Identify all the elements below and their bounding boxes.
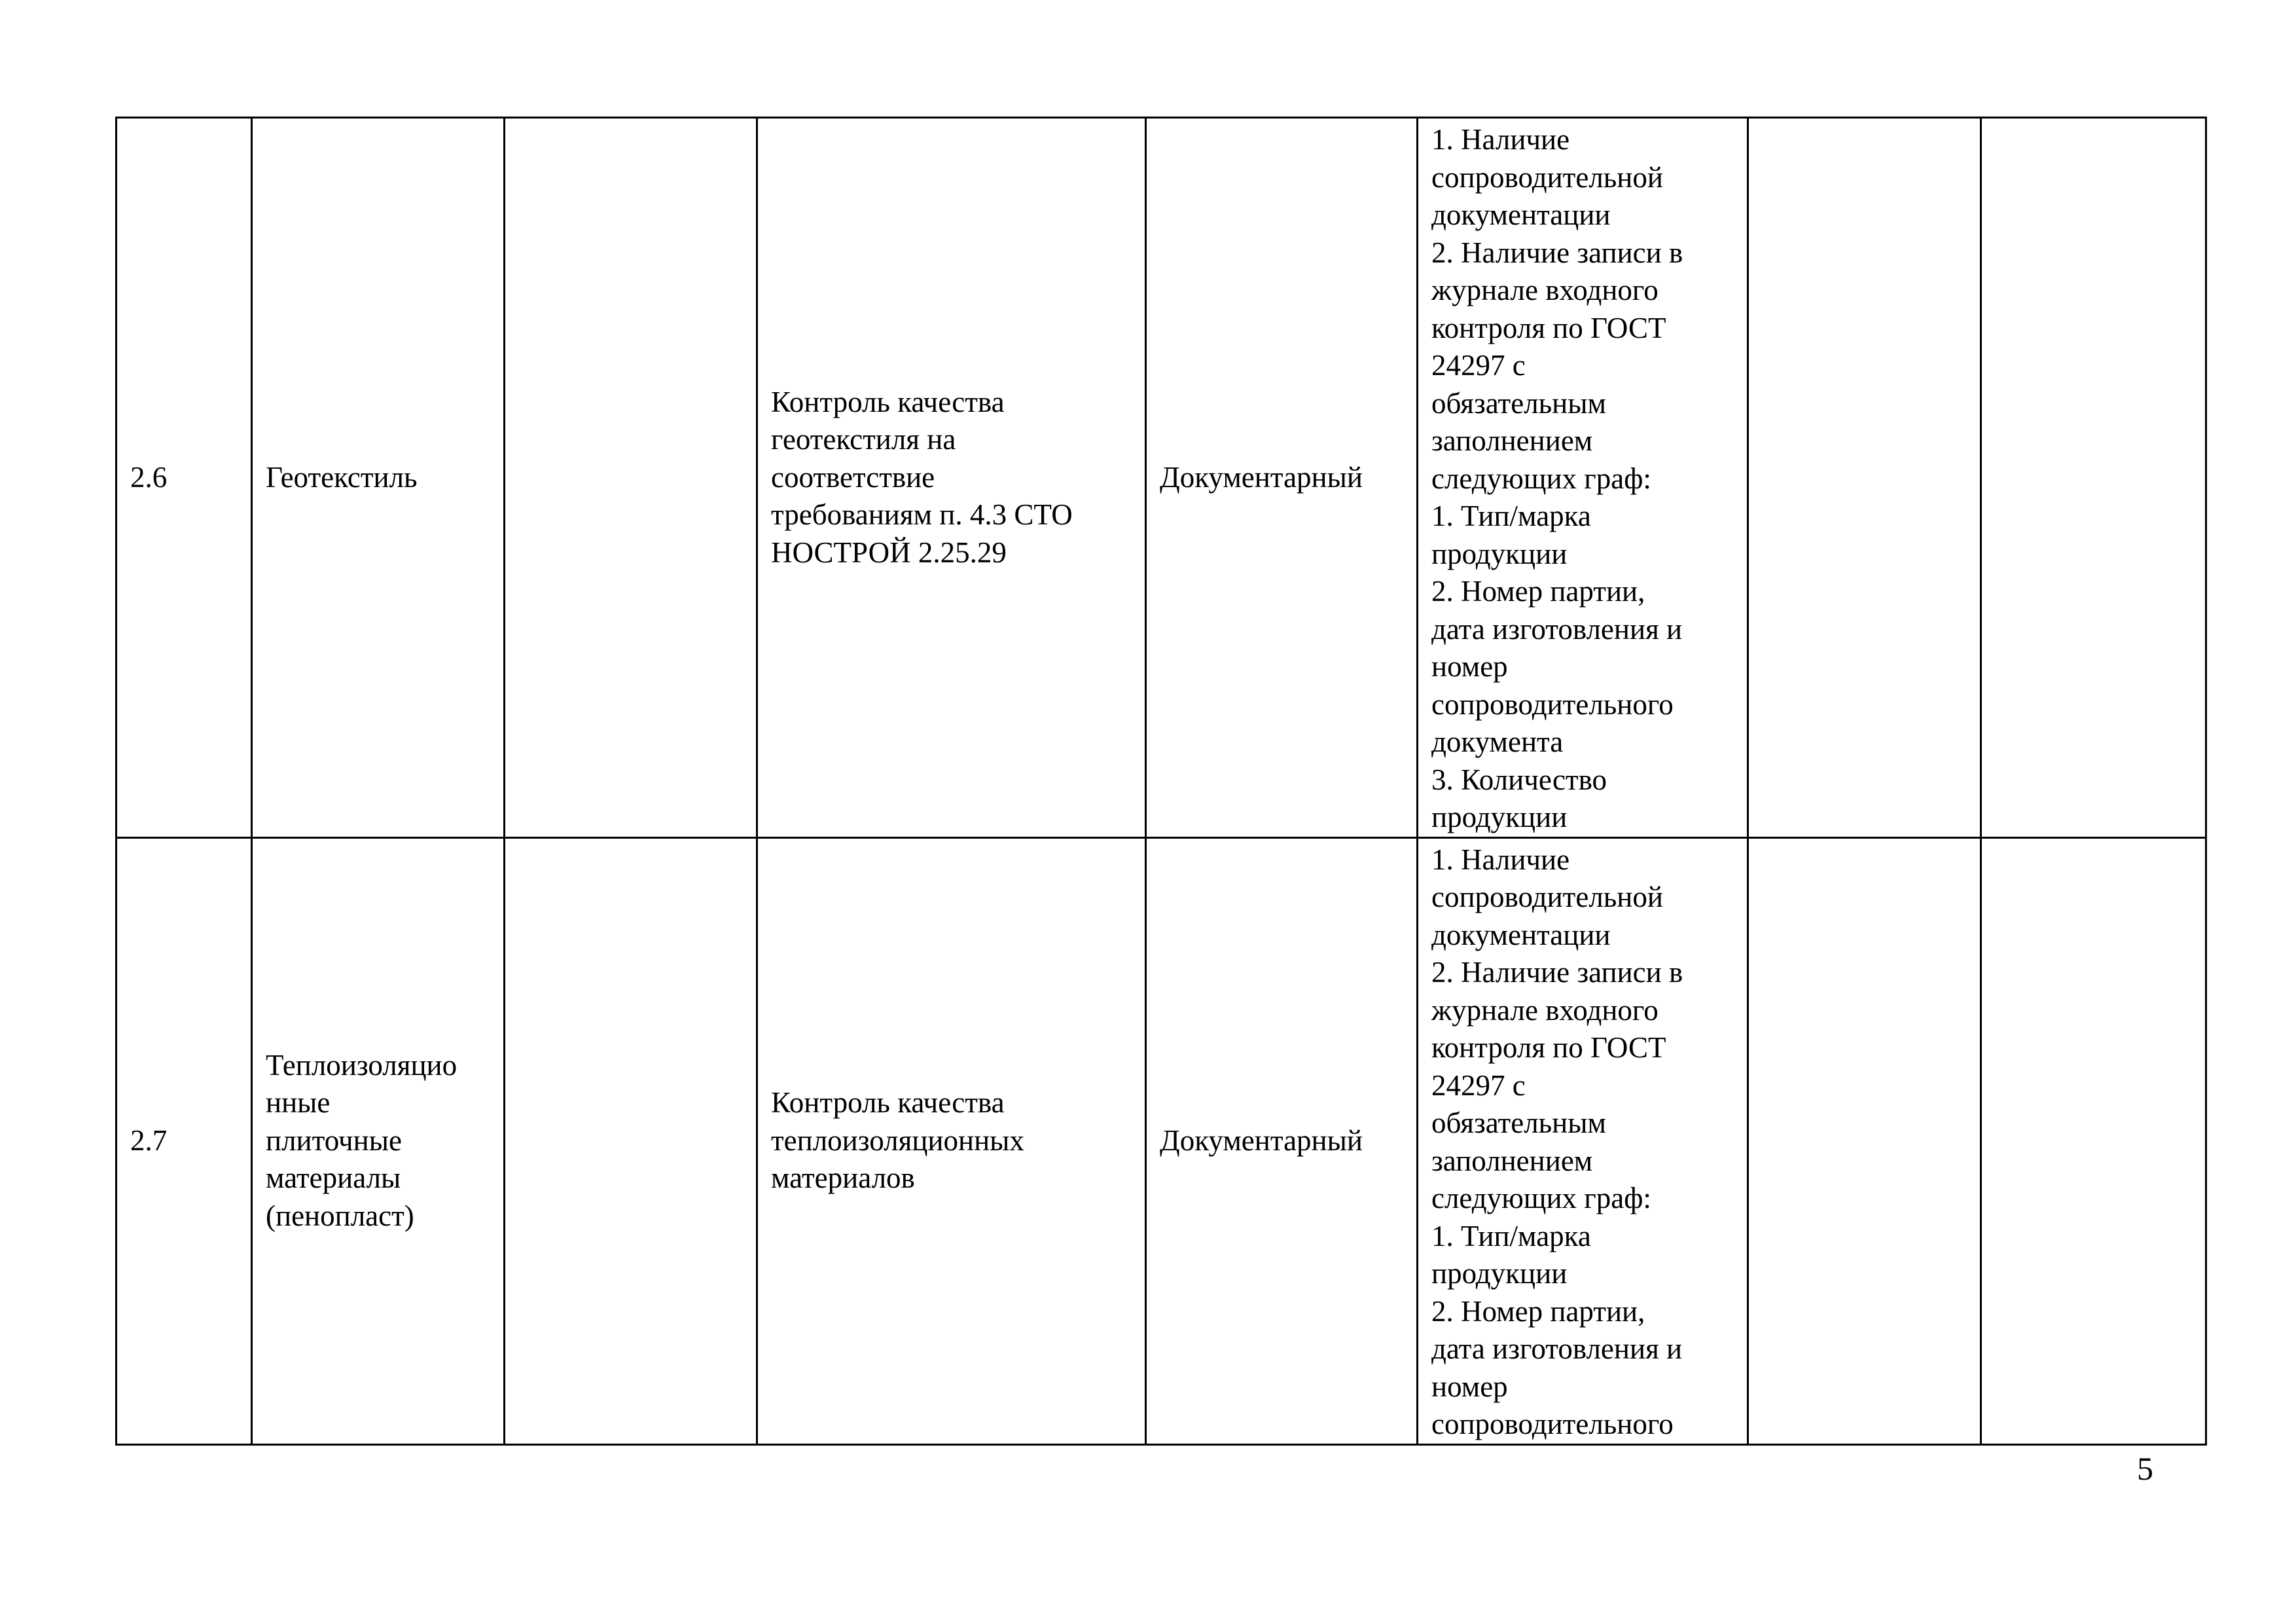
requirement-line: номер bbox=[1431, 650, 1508, 683]
control-description: Контроль качества теплоизоляционных материалов bbox=[771, 1086, 1024, 1195]
requirement-line: обязательным bbox=[1431, 386, 1606, 420]
requirement-line: дата изготовления и bbox=[1431, 612, 1683, 646]
table-row bbox=[117, 837, 2206, 1444]
inspection-table bbox=[115, 117, 2207, 1446]
requirement-line: журнале входного bbox=[1431, 993, 1659, 1027]
requirement-line: 1. Наличие bbox=[1431, 843, 1570, 876]
empty-cell bbox=[1981, 837, 2206, 1444]
requirement-line: обязательным bbox=[1431, 1106, 1606, 1139]
requirement-line: документа bbox=[1431, 725, 1564, 758]
requirement-line: 2. Номер партии, bbox=[1431, 575, 1645, 608]
requirement-line: следующих граф: bbox=[1431, 462, 1651, 495]
requirement-line: 3. Количество bbox=[1431, 763, 1607, 796]
empty-cell bbox=[1748, 118, 1981, 838]
item-number-cell bbox=[117, 118, 252, 838]
requirement-line: документации bbox=[1431, 198, 1611, 231]
requirement-line: контроля по ГОСТ bbox=[1431, 1031, 1666, 1064]
requirement-line: 1. Тип/марка bbox=[1431, 500, 1591, 532]
requirement-line: продукции bbox=[1431, 801, 1568, 833]
item-number: 2.7 bbox=[130, 1123, 168, 1157]
requirements-cell bbox=[1418, 118, 1748, 838]
material-name: Теплоизоляцио нные плиточные материалы (пенопласт) bbox=[266, 1048, 457, 1232]
requirement-line: заполнением bbox=[1431, 424, 1593, 457]
control-method: Документарный bbox=[1160, 460, 1363, 494]
requirement-line: 1. Тип/марка bbox=[1431, 1219, 1591, 1252]
requirement-line: сопроводительного bbox=[1431, 687, 1674, 721]
requirement-line: 2. Наличие записи в bbox=[1431, 956, 1683, 989]
requirement-line: контроля по ГОСТ bbox=[1431, 311, 1666, 344]
requirements-cell bbox=[1418, 837, 1748, 1444]
requirement-line: продукции bbox=[1431, 1257, 1568, 1290]
control-description: Контроль качества геотекстиля на соответствие требованиям п. 4.3 СТО НОСТРОЙ 2.25.29 bbox=[771, 385, 1073, 569]
control-method: Документарный bbox=[1160, 1123, 1363, 1157]
item-number-cell bbox=[117, 837, 252, 1444]
requirement-line: сопроводительной bbox=[1431, 881, 1663, 913]
control-description-cell bbox=[757, 118, 1146, 838]
empty-cell bbox=[1748, 837, 1981, 1444]
requirement-line: следующих граф: bbox=[1431, 1182, 1651, 1214]
requirement-line: сопроводительного bbox=[1431, 1408, 1674, 1440]
requirement-line: 24297 с bbox=[1431, 349, 1526, 382]
material-name-cell bbox=[252, 118, 505, 838]
requirement-line: 1. Наличие bbox=[1431, 123, 1570, 156]
table-row bbox=[117, 118, 2206, 838]
requirement-line: дата изготовления и bbox=[1431, 1332, 1683, 1365]
page-number: 5 bbox=[2137, 1450, 2153, 1487]
requirement-line: номер bbox=[1431, 1370, 1508, 1403]
requirement-line: 24297 с bbox=[1431, 1068, 1526, 1102]
requirement-line: продукции bbox=[1431, 537, 1568, 570]
empty-cell bbox=[1981, 118, 2206, 838]
requirement-line: 2. Номер партии, bbox=[1431, 1294, 1645, 1328]
material-name-cell bbox=[252, 837, 505, 1444]
control-method-cell bbox=[1146, 118, 1418, 838]
control-description-cell bbox=[757, 837, 1146, 1444]
control-method-cell bbox=[1146, 837, 1418, 1444]
item-number: 2.6 bbox=[130, 460, 168, 494]
requirement-line: журнале входного bbox=[1431, 274, 1659, 306]
requirement-line: заполнением bbox=[1431, 1144, 1593, 1177]
requirement-line: сопроводительной bbox=[1431, 160, 1663, 194]
empty-cell bbox=[505, 837, 757, 1444]
requirement-line: документации bbox=[1431, 918, 1611, 951]
empty-cell bbox=[505, 118, 757, 838]
requirement-line: 2. Наличие записи в bbox=[1431, 236, 1683, 269]
material-name: Геотекстиль bbox=[266, 460, 418, 494]
